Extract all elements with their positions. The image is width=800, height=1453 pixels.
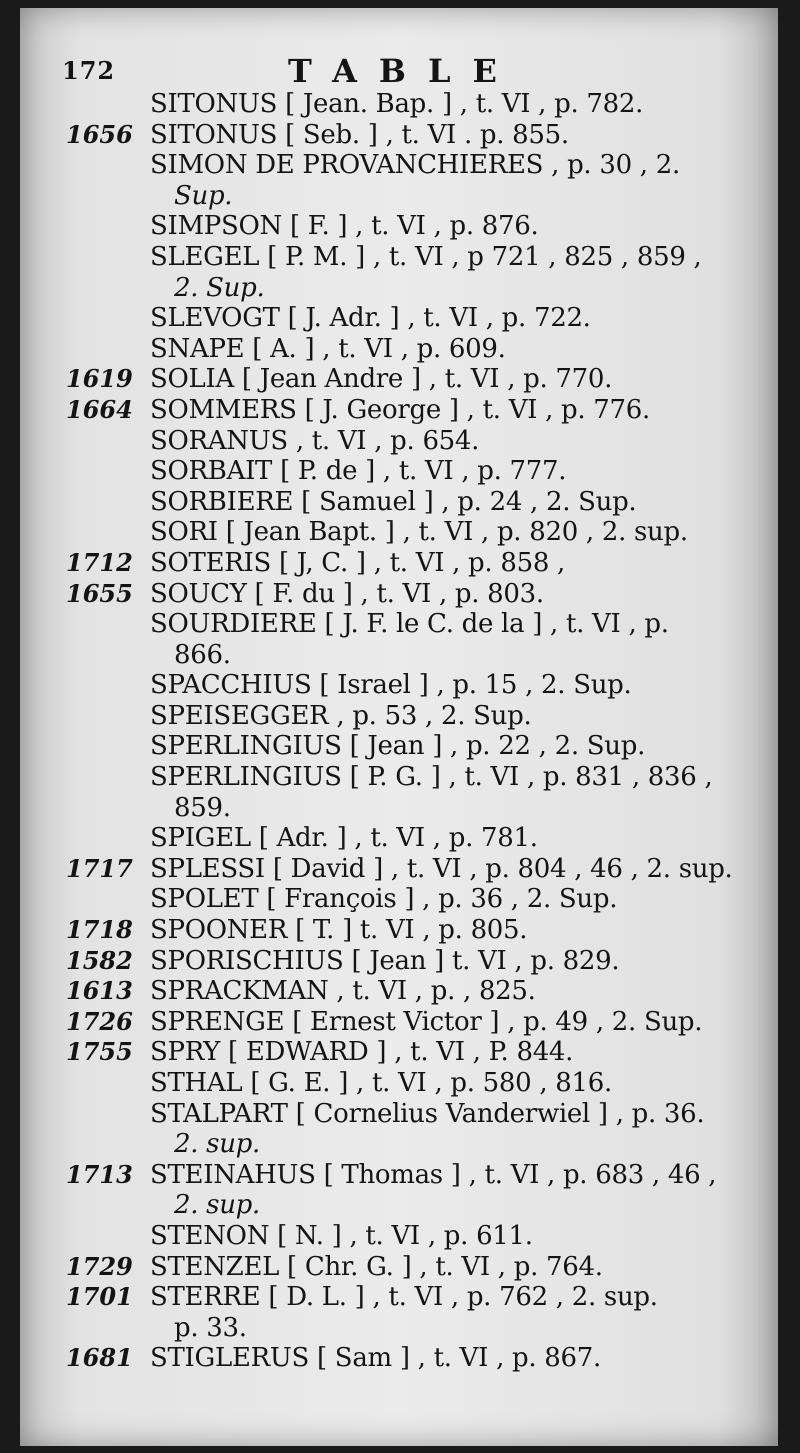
entry-text: SPRENGE [ Ernest Victor ] , p. 49 , 2. Sup.: [150, 1006, 703, 1037]
entry-year: 1717: [66, 853, 133, 883]
entry-text: SPERLINGIUS [ Jean ] , p. 22 , 2. Sup.: [150, 731, 646, 762]
entry-year: 1701: [66, 1282, 133, 1312]
index-entry: [20, 1252, 778, 1283]
index-entry: [20, 548, 778, 579]
entry-text: SITONUS [ Seb. ] , t. VI . p. 855.: [150, 119, 569, 150]
index-entry: [20, 609, 778, 640]
index-entry: [20, 1099, 778, 1130]
entry-year: 1713: [66, 1159, 133, 1189]
entry-year: 1619: [66, 364, 133, 394]
index-entry: [20, 823, 778, 854]
entry-text: SPOLET [ François ] , p. 36 , 2. Sup.: [150, 884, 618, 915]
entry-text: STEINAHUS [ Thomas ] , t. VI , p. 683 , 46 ,: [150, 1159, 717, 1190]
entry-year: 1718: [66, 915, 133, 945]
entry-year: 1582: [66, 945, 133, 975]
index-entry-continuation: [20, 1129, 778, 1160]
entry-text: SORBIERE [ Samuel ] , p. 24 , 2. Sup.: [150, 486, 637, 517]
index-entry: [20, 884, 778, 915]
entry-text: 866.: [174, 639, 231, 670]
entry-text: SOLIA [ Jean Andre ] , t. VI , p. 770.: [150, 364, 613, 395]
book-page: [20, 8, 778, 1446]
entry-year: 1712: [66, 547, 133, 577]
entry-text: SORI [ Jean Bapt. ] , t. VI , p. 820 , 2. sup.: [150, 517, 688, 548]
index-entry: [20, 211, 778, 242]
entry-text: SPRY [ EDWARD ] , t. VI , P. 844.: [150, 1037, 574, 1068]
index-entries: [20, 89, 778, 1374]
entry-text: STIGLERUS [ Sam ] , t. VI , p. 867.: [150, 1343, 601, 1374]
index-entry: [20, 854, 778, 885]
index-entry: [20, 120, 778, 151]
entry-text: SIMON DE PROVANCHIERES , p. 30 , 2.: [150, 150, 680, 181]
index-entry: [20, 89, 778, 120]
index-entry-continuation: [20, 640, 778, 671]
index-entry-continuation: [20, 181, 778, 212]
entry-year: 1755: [66, 1037, 133, 1067]
index-entry: [20, 1221, 778, 1252]
entry-year: 1613: [66, 976, 133, 1006]
index-entry: [20, 426, 778, 457]
index-entry: [20, 150, 778, 181]
entry-text: SORBAIT [ P. de ] , t. VI , p. 777.: [150, 456, 567, 487]
entry-text: STENON [ N. ] , t. VI , p. 611.: [150, 1220, 533, 1251]
entry-text: SLEVOGT [ J. Adr. ] , t. VI , p. 722.: [150, 303, 591, 334]
index-entry: [20, 1007, 778, 1038]
index-entry: [20, 334, 778, 365]
entry-year: 1664: [66, 394, 133, 424]
index-entry: [20, 395, 778, 426]
index-entry: [20, 1037, 778, 1068]
entry-text: STERRE [ D. L. ] , t. VI , p. 762 , 2. sup.: [150, 1282, 658, 1313]
entry-text: SOMMERS [ J. George ] , t. VI , p. 776.: [150, 394, 650, 425]
page-header: [20, 52, 778, 92]
entry-text: SPERLINGIUS [ P. G. ] , t. VI , p. 831 , 836 ,: [150, 762, 713, 793]
index-entry: [20, 456, 778, 487]
entry-text: SPOONER [ T. ] t. VI , p. 805.: [150, 915, 528, 946]
index-entry: [20, 517, 778, 548]
index-entry: [20, 946, 778, 977]
entry-text: SOTERIS [ J, C. ] , t. VI , p. 858 ,: [150, 547, 565, 578]
entry-text: SORANUS , t. VI , p. 654.: [150, 425, 480, 456]
index-entry: [20, 1068, 778, 1099]
index-entry: [20, 242, 778, 273]
entry-text: SPEISEGGER , p. 53 , 2. Sup.: [150, 700, 532, 731]
entry-year: 1729: [66, 1251, 133, 1281]
index-entry: [20, 976, 778, 1007]
entry-year: 1726: [66, 1006, 133, 1036]
entry-text: 2. sup.: [174, 1190, 260, 1221]
entry-text: SPRACKMAN , t. VI , p. , 825.: [150, 976, 536, 1007]
entry-text: SOUCY [ F. du ] , t. VI , p. 803.: [150, 578, 544, 609]
index-entry-continuation: [20, 1313, 778, 1344]
entry-year: 1655: [66, 578, 133, 608]
entry-text: STALPART [ Cornelius Vanderwiel ] , p. 36.: [150, 1098, 705, 1129]
index-entry-continuation: [20, 793, 778, 824]
index-entry-continuation: [20, 273, 778, 304]
index-entry: [20, 487, 778, 518]
entry-text: SITONUS [ Jean. Bap. ] , t. VI , p. 782.: [150, 89, 644, 119]
entry-text: SOURDIERE [ J. F. le C. de la ] , t. VI , p.: [150, 609, 669, 640]
entry-text: p. 33.: [174, 1312, 247, 1343]
index-entry: [20, 364, 778, 395]
index-entry: [20, 1160, 778, 1191]
index-entry: [20, 1282, 778, 1313]
entry-text: SIMPSON [ F. ] , t. VI , p. 876.: [150, 211, 539, 242]
index-entry: [20, 701, 778, 732]
entry-text: 2. Sup.: [174, 272, 265, 303]
index-entry: [20, 762, 778, 793]
index-entry: [20, 303, 778, 334]
entry-text: SPORISCHIUS [ Jean ] t. VI , p. 829.: [150, 945, 620, 976]
entry-text: 859.: [174, 792, 231, 823]
entry-text: SPIGEL [ Adr. ] , t. VI , p. 781.: [150, 823, 538, 854]
index-entry: [20, 915, 778, 946]
entry-text: SPLESSI [ David ] , t. VI , p. 804 , 46 , 2. sup.: [150, 853, 733, 884]
entry-text: Sup.: [174, 180, 233, 211]
index-entry: [20, 579, 778, 610]
entry-text: SLEGEL [ P. M. ] , t. VI , p 721 , 825 , 859 ,: [150, 241, 702, 272]
page-number: 172: [62, 56, 116, 85]
entry-year: 1656: [66, 119, 133, 149]
index-entry: [20, 731, 778, 762]
entry-text: SPACCHIUS [ Israel ] , p. 15 , 2. Sup.: [150, 670, 632, 701]
running-title: TABLE: [288, 52, 519, 90]
index-entry-continuation: [20, 1190, 778, 1221]
entry-year: 1681: [66, 1343, 133, 1373]
entry-text: STENZEL [ Chr. G. ] , t. VI , p. 764.: [150, 1251, 603, 1282]
entry-text: SNAPE [ A. ] , t. VI , p. 609.: [150, 333, 506, 364]
index-entry: [20, 1343, 778, 1374]
entry-text: STHAL [ G. E. ] , t. VI , p. 580 , 816.: [150, 1068, 612, 1098]
entry-text: 2. sup.: [174, 1129, 260, 1160]
index-entry: [20, 670, 778, 701]
